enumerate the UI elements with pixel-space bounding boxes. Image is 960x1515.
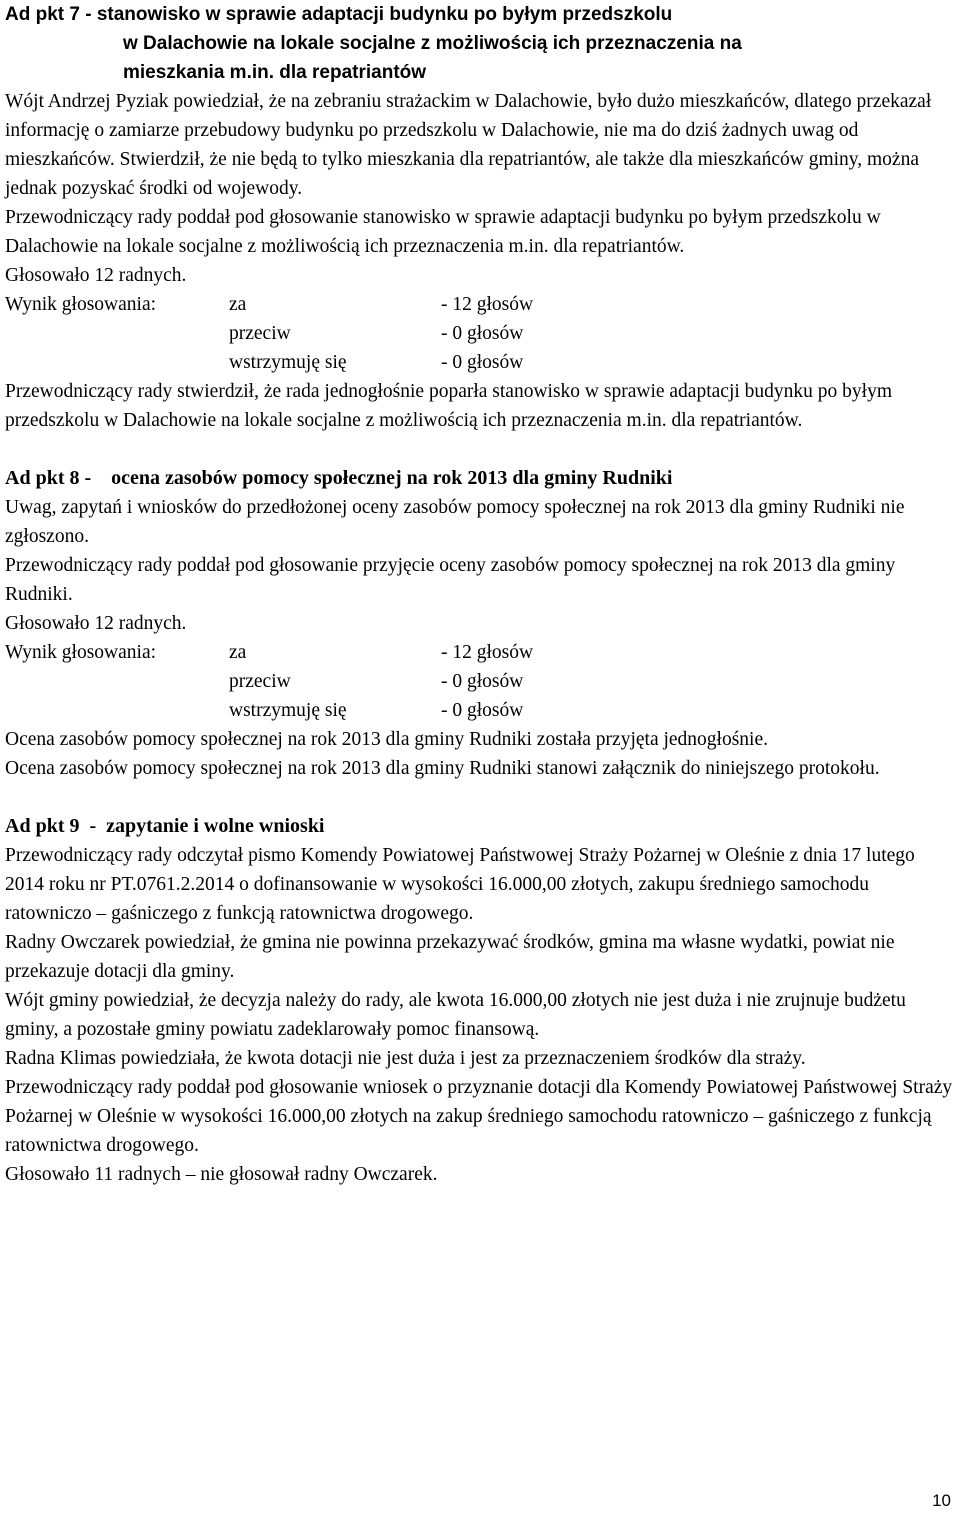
pkt8-paragraph-3: Ocena zasobów pomocy społecznej na rok 2013 dla gminy Rudniki została przyjęta jednogłośnie. bbox=[5, 729, 769, 750]
pkt8-paragraph-1: Uwag, zapytań i wniosków do przedłożonej oceny zasobów pomocy społecznej na rok 2013 dla gminy Rudniki nie zgłoszono. bbox=[5, 497, 905, 547]
pkt7-heading bbox=[5, 0, 955, 87]
vote-option: za bbox=[229, 642, 247, 663]
vote-count: - 0 głosów bbox=[441, 352, 524, 373]
pkt7-heading-line-2: w Dalachowie na lokale socjalne z możliwością ich przeznaczenia na bbox=[123, 33, 742, 54]
pkt9-paragraph-5: Przewodniczący rady poddał pod głosowanie wniosek o przyznanie dotacji dla Komendy Powiatowej Państwowej Straży Pożarnej w Oleśnie w wysokości 16.000,00 złotych na zakup średniego samochodu ratowniczo – gaśniczego z funkcją ratownictwa drogowego. bbox=[5, 1077, 953, 1156]
vote-option: wstrzymuję się bbox=[229, 700, 347, 721]
pkt9-paragraph-2: Radny Owczarek powiedział, że gmina nie powinna przekazywać środków, gmina ma własne wydatki, powiat nie przekazuje dotacji dla gminy. bbox=[5, 932, 895, 982]
vote-option: przeciw bbox=[229, 671, 291, 692]
pkt7-paragraph-2: Przewodniczący rady poddał pod głosowanie stanowisko w sprawie adaptacji budynku po byłym przedszkolu w Dalachowie na lokale socjalne z możliwością ich przeznaczenia m.in. dla repatriantów. bbox=[5, 207, 881, 257]
vote-row bbox=[5, 638, 955, 667]
vote-row bbox=[5, 348, 955, 377]
vote-label: Wynik głosowania: bbox=[5, 294, 157, 315]
pkt8-voted: Głosowało 12 radnych. bbox=[5, 613, 187, 634]
pkt8-paragraph-4: Ocena zasobów pomocy społecznej na rok 2013 dla gminy Rudniki stanowi załącznik do niniejszego protokołu. bbox=[5, 758, 880, 779]
pkt7-heading-line-3: mieszkania m.in. dla repatriantów bbox=[123, 62, 427, 83]
pkt7-heading-line-1: Ad pkt 7 - stanowisko w sprawie adaptacji budynku po byłym przedszkolu bbox=[5, 4, 673, 25]
vote-label: Wynik głosowania: bbox=[5, 642, 157, 663]
pkt9-paragraph-4: Radna Klimas powiedziała, że kwota dotacji nie jest duża i jest za przeznaczeniem środków dla straży. bbox=[5, 1048, 806, 1069]
pkt7-vote-result bbox=[5, 290, 955, 377]
pkt9-voted: Głosowało 11 radnych – nie głosował radny Owczarek. bbox=[5, 1164, 438, 1185]
vote-count: - 0 głosów bbox=[441, 700, 524, 721]
vote-option: przeciw bbox=[229, 323, 291, 344]
pkt8-vote-result bbox=[5, 638, 955, 725]
vote-row bbox=[5, 696, 955, 725]
vote-option: wstrzymuję się bbox=[229, 352, 347, 373]
vote-option: za bbox=[229, 294, 247, 315]
vote-count: - 0 głosów bbox=[441, 323, 524, 344]
pkt9-heading: Ad pkt 9 - zapytanie i wolne wnioski bbox=[5, 815, 325, 837]
page-number: 10 bbox=[932, 1491, 951, 1510]
vote-count: - 12 głosów bbox=[441, 642, 534, 663]
vote-row bbox=[5, 667, 955, 696]
pkt8-paragraph-2: Przewodniczący rady poddał pod głosowanie przyjęcie oceny zasobów pomocy społecznej na rok 2013 dla gminy Rudniki. bbox=[5, 555, 896, 605]
pkt7-paragraph-3: Przewodniczący rady stwierdził, że rada jednogłośnie poparła stanowisko w sprawie adaptacji budynku po byłym przedszkolu w Dalachowie na lokale socjalne z możliwością ich przeznaczenia m.in. dla repatriantów. bbox=[5, 381, 892, 431]
pkt7-voted: Głosowało 12 radnych. bbox=[5, 265, 187, 286]
document-page bbox=[5, 0, 955, 1189]
vote-row bbox=[5, 290, 955, 319]
pkt9-paragraph-1: Przewodniczący rady odczytał pismo Komendy Powiatowej Państwowej Straży Pożarnej w Oleśnie z dnia 17 lutego 2014 roku nr PT.0761.2.2014 o dofinansowanie w wysokości 16.000,00 złotych, zakupu średniego samochodu ratowniczo – gaśniczego z funkcją ratownictwa drogowego. bbox=[5, 845, 915, 924]
pkt7-paragraph-1: Wójt Andrzej Pyziak powiedział, że na zebraniu strażackim w Dalachowie, było dużo mieszkańców, dlatego przekazał informację o zamiarze przebudowy budynku po przedszkolu w Dalachowie, nie ma do dziś żadnych uwag od mieszkańców. Stwierdził, że nie będą to tylko mieszkania dla repatriantów, ale także dla mieszkańców gminy, można jednak pozyskać środki od wojewody. bbox=[5, 91, 932, 199]
vote-count: - 12 głosów bbox=[441, 294, 534, 315]
vote-row bbox=[5, 319, 955, 348]
vote-count: - 0 głosów bbox=[441, 671, 524, 692]
pkt9-paragraph-3: Wójt gminy powiedział, że decyzja należy do rady, ale kwota 16.000,00 złotych nie jest duża i nie zrujnuje budżetu gminy, a pozostałe gminy powiatu zadeklarowały pomoc finansową. bbox=[5, 990, 906, 1040]
pkt8-heading: Ad pkt 8 - ocena zasobów pomocy społecznej na rok 2013 dla gminy Rudniki bbox=[5, 467, 673, 489]
